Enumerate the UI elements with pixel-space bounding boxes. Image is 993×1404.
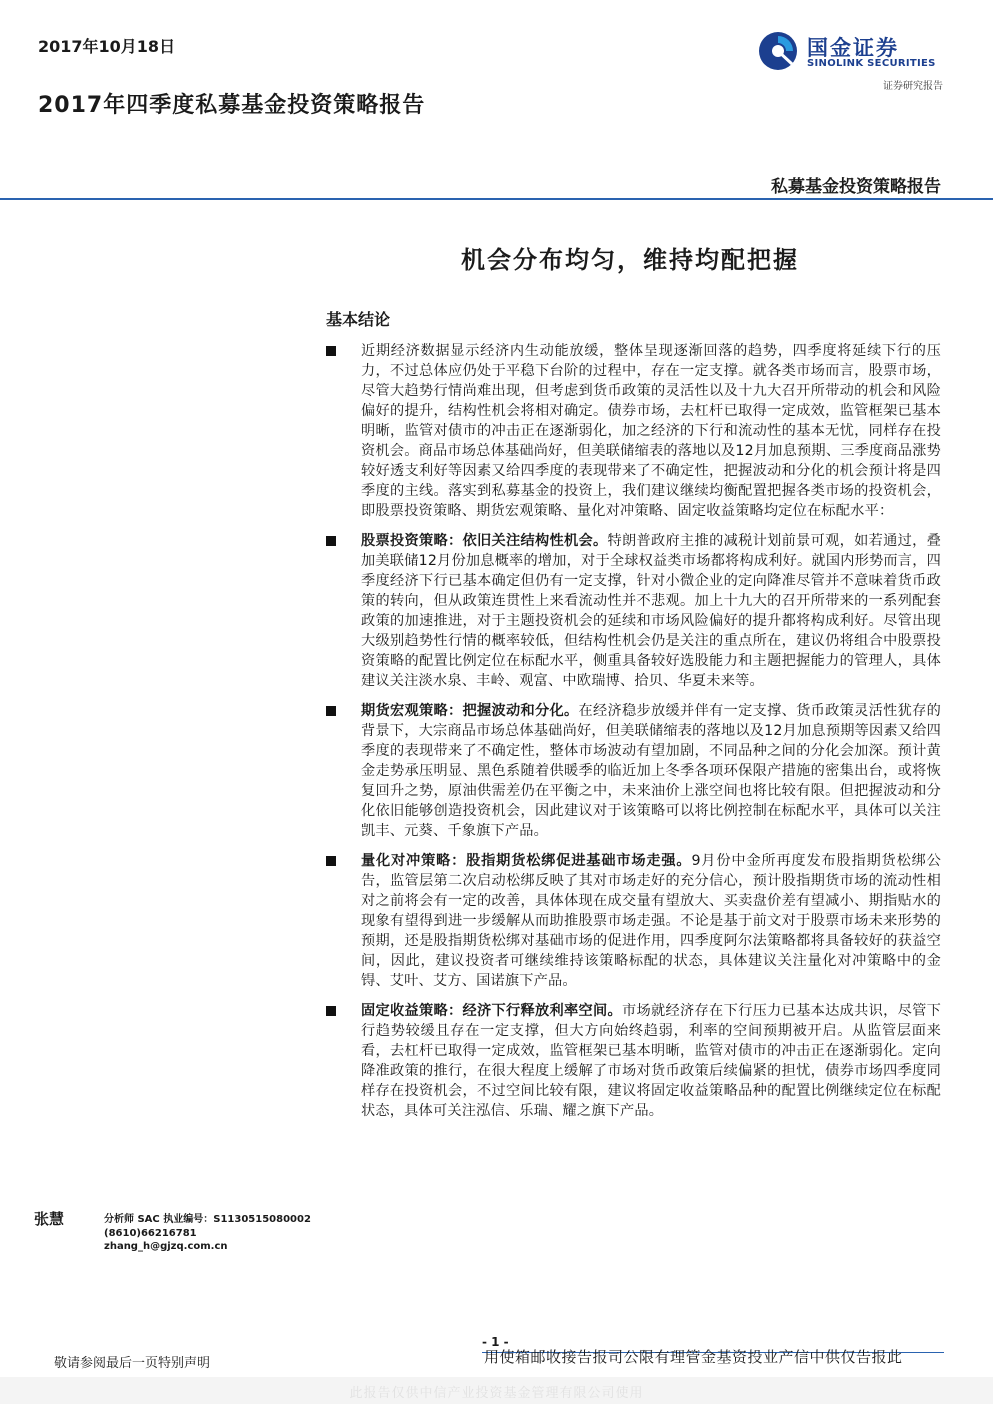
square-bullet-icon (326, 856, 336, 866)
list-item (326, 531, 941, 691)
header-divider (0, 198, 993, 200)
list-item (326, 1001, 941, 1121)
section-title: 基本结论 (326, 310, 391, 329)
list-item (326, 701, 941, 841)
logo-name-en: SINOLINK SECURITIES (807, 58, 936, 69)
list-item (326, 341, 941, 521)
bullet-text: 特朗普政府主推的减税计划前景可观，如若通过，叠加美联储12月份加息概率的增加，对于全球权益类市场都将构成利好。就国内形势而言，四季度经济下行已基本确定但仍有一定支撑，针对小微企业的定向降准尽管并不意味着货币政策的转向，但从政策连贯性上来看流动性并不悲观。加上十九大的召开所带来的一系列配套政策的加速推进，对于主题投资机会的延续和市场风险偏好的提升都将构成利好。尽管出现大级别趋势性行情的概率较低，但结构性机会仍是关注的重点所在，建议仍将组合中股票投资策略的配置比例定位在标配水平，侧重具备较好选股能力和主题把握能力的管理人，具体建议关注淡水泉、丰岭、观富、中欧瑞博、拾贝、华夏未来等。 (361, 533, 941, 689)
footer-watermark-text: 此报告仅供中信产业投资基金管理有限公司使用 (349, 1386, 644, 1401)
footer-disclaimer-note: 敬请参阅最后一页特别声明 (54, 1356, 211, 1371)
bullet-text: 在经济稳步放缓并伴有一定支撑、货币政策灵活性犹存的背景下，大宗商品市场总体基础尚好，但美联储缩表的落地以及12月加息预期等因素又给四季度的表现带来了不确定性，整体市场波动有望加剧，不同品种之间的分化会加深。预计黄金走势承压明显、黑色系随着供暖季的临近加上冬季各项环保限产措施的密集出台，或将恢复回升之势，原油供需差仍在平衡之中，未来油价上涨空间也将比较有限。但把握波动和分化依旧能够创造投资机会，因此建议对于该策略可以将比例控制在标配水平，具体可以关注凯丰、元葵、千象旗下产品。 (361, 703, 941, 839)
report-title: 2017年四季度私募基金投资策略报告 (38, 93, 426, 118)
square-bullet-icon (326, 536, 336, 546)
analyst-email[interactable]: zhang_h@gjzq.com.cn (104, 1241, 228, 1252)
report-date: 2017年10月18日 (38, 37, 176, 56)
bullet-lead: 股票投资策略：依旧关注结构性机会。 (361, 533, 608, 549)
analyst-name: 张慧 (34, 1210, 65, 1228)
square-bullet-icon (326, 1006, 336, 1016)
bullet-text: 9月份中金所再度发布股指期货松绑公告，监管层第二次启动松绑反映了其对市场走好的充分信心，预计股指期货市场的流动性相对之前将会有一定的改善，具体体现在成交量有望放大、买卖盘价差有望减小、期指贴水的现象有望得到进一步缓解从而助推股票市场走强。不论是基于前文对于股票市场未来形势的预期，还是股指期货松绑对基础市场的促进作用，四季度阿尔法策略都将具备较好的获益空间，因此，建议投资者可继续维持该策略标配的状态，具体建议关注量化对冲策略中的金锝、艾叶、艾方、国诺旗下产品。 (361, 853, 941, 989)
report-category: 私募基金投资策略报告 (771, 177, 941, 197)
page-headline: 机会分布均匀，维持均配把握 (461, 246, 799, 274)
bullet-text: 市场就经济存在下行压力已基本达成共识，尽管下行趋势较缓且存在一定支撑，但大方向始终趋弱，利率的空间预期被开启。从监管层面来看，去杠杆已取得一定成效，监管框架已基本明晰，监管对债市的冲击正在逐渐弱化。定向降准政策的推行，在很大程度上缓解了市场对货币政策后续偏紧的担忧，债券市场四季度同样存在投资机会，不过空间比较有限，建议将固定收益策略品种的配置比例继续定位在标配状态，具体可关注泓信、乐瑞、耀之旗下产品。 (361, 1003, 941, 1119)
footer-usage-note: 用使箱邮收接告报司公限有理管金基资投业产信中供仅告报此 (484, 1348, 903, 1366)
list-item (326, 851, 941, 991)
bullet-text: 近期经济数据显示经济内生动能放缓，整体呈现逐渐回落的趋势，四季度将延续下行的压力，不过总体应仍处于平稳下台阶的过程中，存在一定支撑。就各类市场而言，股票市场，尽管大趋势行情尚难出现，但考虑到货币政策的灵活性以及十九大召开所带动的机会和风险偏好的提升，结构性机会将相对确定。债券市场，去杠杆已取得一定成效，监管框架已基本明晰，监管对债市的冲击正在逐渐弱化，加之经济的下行和流动性的基本无忧，同样存在投资机会。商品市场总体基础尚好，但美联储缩表的落地以及12月加息预期、三季度商品涨势较好透支利好等因素又给四季度的表现带来了不确定性，把握波动和分化的机会预计将是四季度的主线。落实到私募基金的投资上，我们建议继续均衡配置把握各类市场的投资机会，即股票投资策略、期货宏观策略、量化对冲策略、固定收益策略均定位在标配水平： (361, 343, 941, 519)
analyst-license: 分析师 SAC 执业编号：S1130515080002 (104, 1214, 311, 1225)
analyst-contact (104, 1213, 311, 1254)
analyst-phone: (8610)66216781 (104, 1227, 197, 1239)
bullet-lead: 量化对冲策略：股指期货松绑促进基础市场走强。 (361, 853, 692, 869)
logo-subtitle: 证券研究报告 (883, 81, 943, 92)
company-logo (757, 30, 947, 94)
bullet-lead: 固定收益策略：经济下行释放利率空间。 (361, 1003, 623, 1019)
square-bullet-icon (326, 706, 336, 716)
bullet-lead: 期货宏观策略：把握波动和分化。 (361, 703, 579, 719)
square-bullet-icon (326, 346, 336, 356)
page-number: - 1 - (482, 1335, 509, 1349)
conclusion-list (326, 341, 941, 1131)
sinolink-logo-icon (757, 30, 799, 72)
logo-name-cn: 国金证券 (807, 36, 899, 60)
